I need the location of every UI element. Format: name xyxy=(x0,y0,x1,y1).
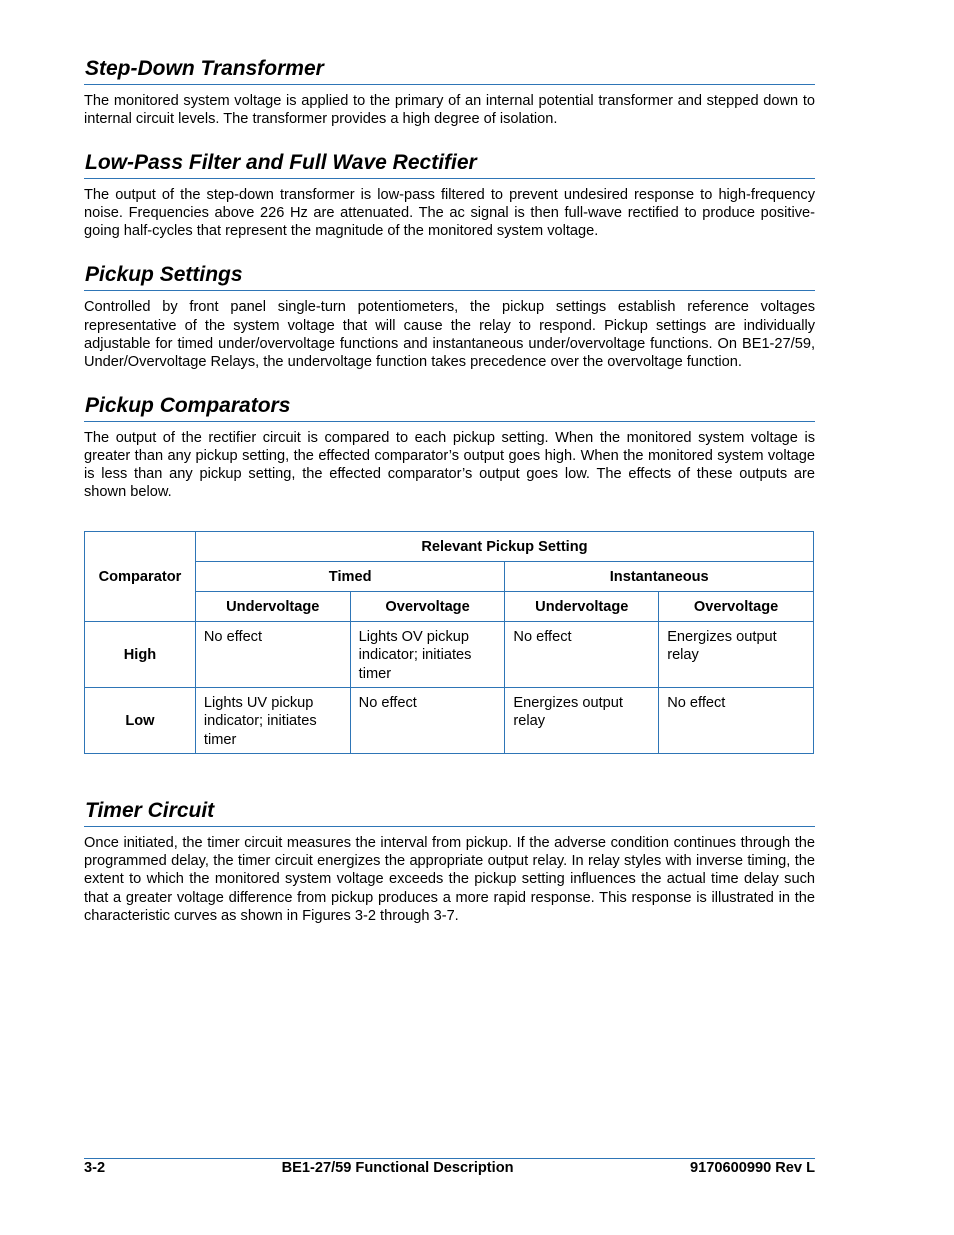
section-body: The output of the step-down transformer is low-pass filtered to prevent undesired response to high-frequency noise. Frequencies above 226 Hz are attenuated. The ac signal is then full-wave rectified to produce positive-going half-cycles that represent the magnitude of the monitored system voltage. xyxy=(84,187,815,240)
section-pickup-comparators xyxy=(84,393,815,754)
section-heading: Timer Circuit xyxy=(84,798,815,827)
table-cell: No effect xyxy=(659,688,814,754)
comparator-table xyxy=(84,531,814,754)
subheader-cell: Undervoltage xyxy=(195,592,350,622)
row-label: Low xyxy=(85,688,196,754)
section-timer-circuit xyxy=(84,798,815,924)
section-heading: Pickup Settings xyxy=(84,262,815,291)
relevant-pickup-header: Relevant Pickup Setting xyxy=(195,532,813,562)
section-body: Controlled by front panel single-turn potentiometers, the pickup settings establish reference voltages representative of the system voltage that will cause the relay to respond. Pickup settings are individually adjustable for timed under/overvoltage functions and instantaneous under/overvoltage functions. On BE1-27/59, Under/Overvoltage Relays, the undervoltage function takes precedence over the overvoltage function. xyxy=(84,299,815,370)
page-number: 3-2 xyxy=(84,1160,106,1176)
table-row xyxy=(85,622,814,688)
table-cell: No effect xyxy=(505,622,659,688)
table-cell: Lights UV pickup indicator; initiates timer xyxy=(195,688,350,754)
section-body: The monitored system voltage is applied to the primary of an internal potential transformer and stepped down to internal circuit levels. The transformer provides a high degree of isolation. xyxy=(84,93,815,128)
table-cell: No effect xyxy=(195,622,350,688)
section-body: The output of the rectifier circuit is compared to each pickup setting. When the monitored system voltage is greater than any pickup setting, the effected comparator’s output goes high. When the monitored system voltage is less than any pickup setting, the effected comparator’s output goes low. The effects of these outputs are shown below. xyxy=(84,429,815,501)
section-pickup-settings xyxy=(84,262,815,370)
comparator-header: Comparator xyxy=(85,532,196,622)
table-cell: Energizes output relay xyxy=(659,622,814,688)
subheader-cell: Overvoltage xyxy=(659,592,814,622)
row-label: High xyxy=(85,622,196,688)
document-number: 9170600990 Rev L xyxy=(690,1160,815,1176)
table-cell: Lights OV pickup indicator; initiates timer xyxy=(350,622,505,688)
section-step-down-transformer xyxy=(84,56,815,128)
section-body: Once initiated, the timer circuit measures the interval from pickup. If the adverse condition continues through the programmed delay, the timer circuit energizes the appropriate output relay. In relay styles with inverse timing, the extent to which the monitored system voltage exceeds the pickup setting influences the actual time delay such that a greater voltage difference from pickup produces a more rapid response. This response is illustrated in the characteristic curves as shown in Figures 3-2 through 3-7. xyxy=(84,835,815,924)
table-cell: No effect xyxy=(350,688,505,754)
table-cell: Energizes output relay xyxy=(505,688,659,754)
subheader-cell: Overvoltage xyxy=(350,592,505,622)
group-header-instantaneous: Instantaneous xyxy=(505,562,814,592)
subheader-cell: Undervoltage xyxy=(505,592,659,622)
document-title: BE1-27/59 Functional Description xyxy=(281,1160,514,1176)
table-row xyxy=(85,688,814,754)
page-footer xyxy=(84,1158,815,1176)
section-heading: Pickup Comparators xyxy=(84,393,815,422)
section-heading: Low-Pass Filter and Full Wave Rectifier xyxy=(84,150,815,179)
section-heading: Step-Down Transformer xyxy=(84,56,815,85)
group-header-timed: Timed xyxy=(195,562,505,592)
section-low-pass-filter xyxy=(84,150,815,240)
page-content xyxy=(84,56,815,925)
